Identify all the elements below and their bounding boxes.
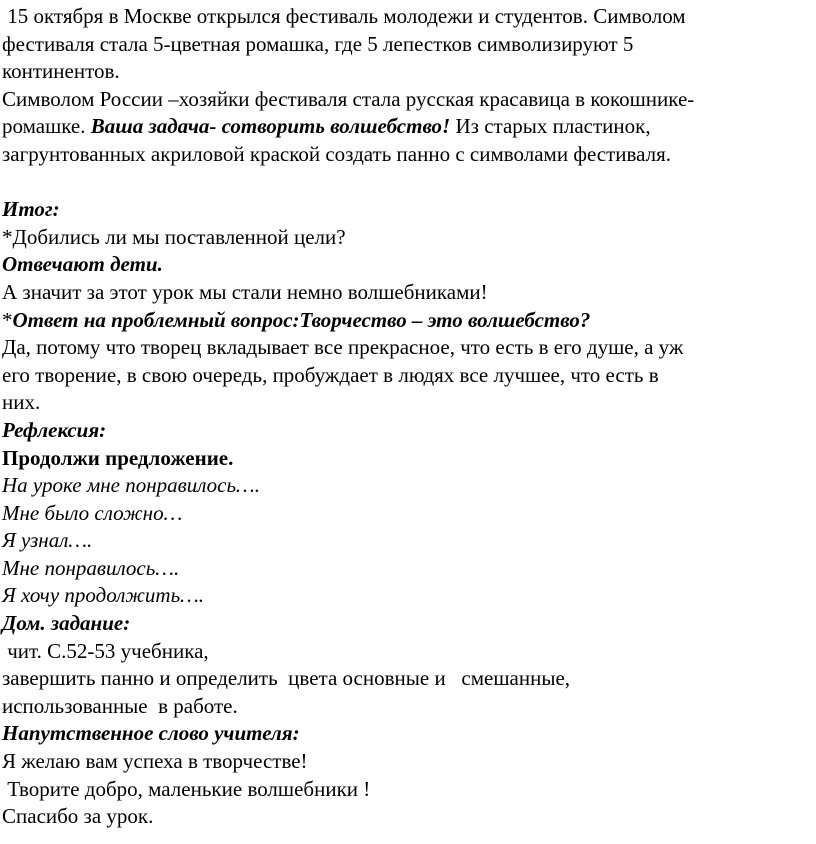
intro-line-5-end: Из старых пластинок, bbox=[450, 114, 651, 139]
blank-line bbox=[2, 169, 814, 197]
homework-heading: Дом. задание: bbox=[2, 611, 131, 636]
problem-answer-line-3: них. bbox=[2, 390, 41, 415]
intro-line-5-start: ромашке. bbox=[2, 114, 91, 139]
intro-line-5 bbox=[2, 113, 814, 141]
summary-heading: Итог: bbox=[2, 197, 60, 222]
intro-line-2: фестиваля стала 5-цветная ромашка, где 5 лепестков символизируют 5 bbox=[2, 31, 634, 56]
document-page bbox=[2, 3, 814, 831]
reflection-prompt: На уроке мне понравилось…. bbox=[2, 473, 260, 498]
reflection-heading: Рефлексия: bbox=[2, 417, 107, 442]
farewell-line-1: Я желаю вам успеха в творчестве! bbox=[2, 749, 308, 774]
homework-line-1: чит. С.52-53 учебника, bbox=[2, 638, 209, 663]
reflection-prompt: Я хочу продолжить…. bbox=[2, 583, 205, 608]
problem-label: Ответ на проблемный вопрос:Творчество – это волшебство? bbox=[12, 307, 591, 332]
homework-line-3: использованные в работе. bbox=[2, 693, 238, 718]
reflection-prompt: Мне понравилось…. bbox=[2, 555, 180, 580]
problem-question-line bbox=[2, 307, 814, 335]
answer-label: Отвечают дети. bbox=[2, 252, 163, 277]
reflection-prompt: Я узнал…. bbox=[2, 528, 93, 553]
problem-answer-line-2: его творение, в свою очередь, пробуждает в людях все лучшее, что есть в bbox=[2, 362, 659, 387]
farewell-heading: Напутственное слово учителя: bbox=[2, 721, 300, 746]
intro-line-3: континентов. bbox=[2, 59, 120, 84]
reflection-instruction: Продолжи предложение. bbox=[2, 445, 234, 470]
problem-star: * bbox=[2, 307, 13, 332]
task-statement: Ваша задача- сотворить волшебство! bbox=[90, 114, 451, 139]
answer-text: А значит за этот урок мы стали немно волшебниками! bbox=[2, 279, 488, 304]
intro-line-4: Символом России –хозяйки фестиваля стала русская красавица в кокошнике- bbox=[2, 86, 695, 111]
summary-question: *Добились ли мы поставленной цели? bbox=[2, 224, 346, 249]
intro-line-6: загрунтованных акриловой краской создать панно с символами фестиваля. bbox=[2, 141, 672, 166]
reflection-prompt: Мне было сложно… bbox=[2, 500, 183, 525]
farewell-line-2: Творите добро, маленькие волшебники ! bbox=[2, 776, 371, 801]
farewell-line-3: Спасибо за урок. bbox=[2, 804, 154, 829]
homework-line-2: завершить панно и определить цвета основные и смешанные, bbox=[2, 666, 571, 691]
problem-answer-line-1: Да, потому что творец вкладывает все прекрасное, что есть в его душе, а уж bbox=[2, 335, 684, 360]
intro-line-1: 15 октября в Москве открылся фестиваль молодежи и студентов. Символом bbox=[2, 4, 686, 28]
